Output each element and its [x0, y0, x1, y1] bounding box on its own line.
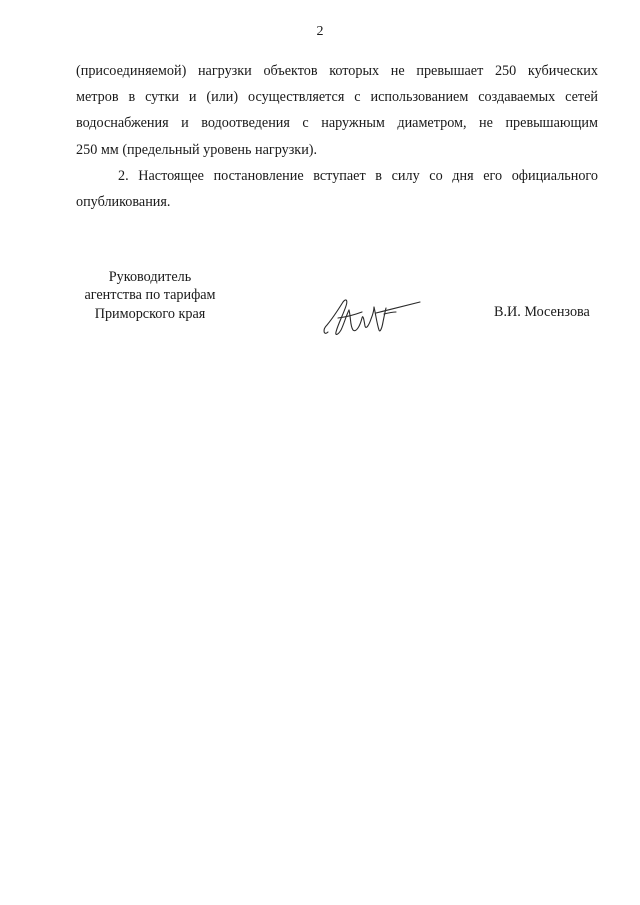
signatory-position	[76, 268, 224, 323]
position-line: Руководитель	[108, 269, 192, 285]
signer-name: В.И. Мосензова	[494, 304, 590, 320]
paragraph1-line: водоснабжения и водоотведения с наружным диаметром, не превышающим	[76, 115, 598, 132]
paragraph1-line: метров в сутки и (или) осуществляется с использованием создаваемых сетей	[76, 89, 598, 106]
position-line: Приморского края	[94, 305, 206, 322]
position-line: агентства по тарифам	[84, 287, 216, 304]
handwritten-signature	[318, 292, 424, 342]
paragraph2-line: опубликования.	[76, 193, 171, 210]
paragraph1-line: (присоединяемой) нагрузки объектов которых не превышает 250 кубических	[76, 63, 598, 79]
page-number: 2	[316, 24, 324, 39]
paragraph1-line: 250 мм (предельный уровень нагрузки).	[76, 141, 318, 158]
document-body	[76, 58, 598, 215]
paragraph2-line: 2. Настоящее постановление вступает в силу со дня его официального	[118, 167, 598, 184]
